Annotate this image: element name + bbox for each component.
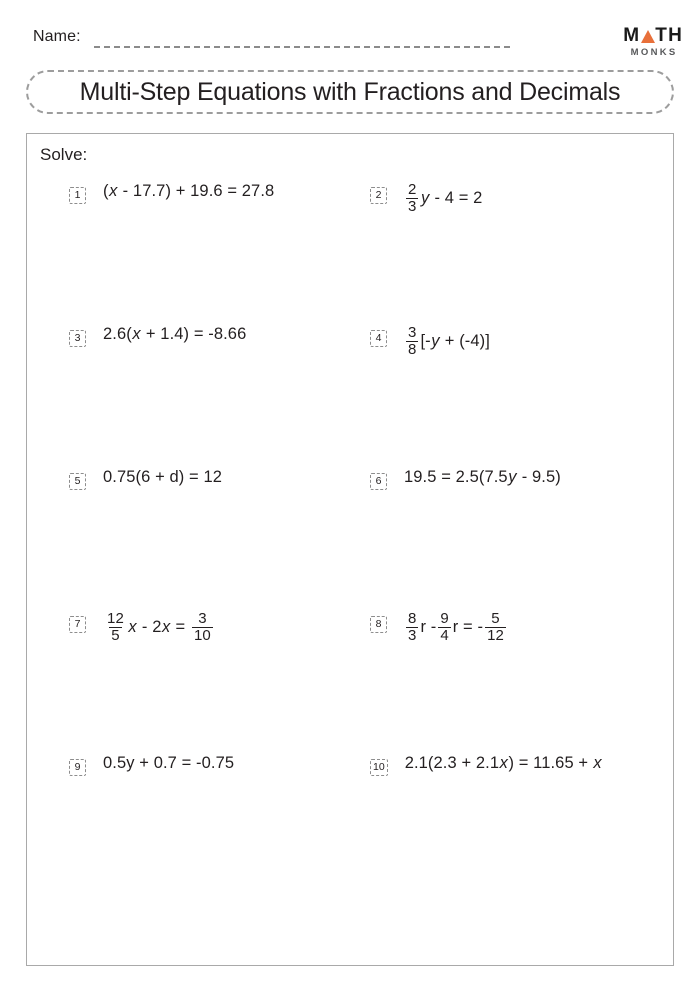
problem-cell (27, 319, 350, 462)
math-monks-logo (623, 26, 683, 58)
problem-equation: 19.5 = 2.5(7.5 y - 9.5) (404, 468, 561, 486)
logo-letters-th: TH (655, 25, 683, 46)
problem-number: 9 (69, 759, 86, 776)
name-label: Name: (33, 28, 81, 45)
problem-equation: 2.6( x + 1.4) = -8.66 (103, 325, 247, 343)
problem-row (27, 605, 673, 748)
problem-cell (350, 748, 673, 891)
fraction: $\frac{2}{3}$ (408, 181, 417, 216)
problem-number: 4 (370, 330, 387, 347)
problem-number: 5 (69, 473, 86, 490)
problem-number: 8 (370, 616, 387, 633)
problem-number: 1 (69, 187, 86, 204)
problem-number: 7 (69, 616, 86, 633)
problem-equation: $\frac{12}{5}$ x - 2 x = $\frac{3}{10}$ (107, 610, 211, 645)
fraction: $\frac{9}{4}$ (440, 610, 449, 645)
orange-triangle-icon (641, 30, 655, 43)
problem-cell (27, 748, 350, 891)
problem-cell (27, 462, 350, 605)
worksheet-body (26, 133, 674, 966)
problem-cell (350, 319, 673, 462)
problem-equation: $\frac{2}{3}$ y - 4 = 2 (408, 181, 483, 216)
fraction: $\frac{3}{8}$ (408, 324, 417, 359)
logo-wordmark (623, 26, 683, 45)
worksheet-title-pill (26, 70, 674, 114)
problem-equation: $\frac{3}{8}$ [- y + (-4)] (408, 324, 490, 359)
fraction: $\frac{3}{10}$ (193, 610, 211, 645)
page-header (0, 0, 700, 68)
problem-cell (27, 605, 350, 748)
fraction: $\frac{5}{12}$ (487, 610, 504, 645)
problem-number: 6 (370, 473, 387, 490)
problem-equation: $\frac{8}{3}$ r - $\frac{9}{4}$ r = - $\frac{5}{12}$ (408, 610, 504, 645)
problem-equation: 0.5y + 0.7 = -0.75 (103, 754, 235, 772)
problem-cell (27, 176, 350, 319)
problem-number: 2 (370, 187, 387, 204)
logo-letter-m: M (623, 25, 641, 46)
problem-equation: 0.75(6 + d) = 12 (103, 468, 223, 486)
fraction: $\frac{8}{3}$ (408, 610, 417, 645)
problem-cell (350, 462, 673, 605)
logo-subtext: MONKS (630, 47, 678, 58)
page-title: Multi-Step Equations with Fractions and Decimals (79, 77, 621, 106)
problem-equation: ( x - 17.7) + 19.6 = 27.8 (103, 182, 275, 200)
problem-cell (350, 176, 673, 319)
name-input-line[interactable] (94, 46, 510, 48)
problem-cell (350, 605, 673, 748)
problems-grid (27, 176, 673, 891)
fraction: $\frac{12}{5}$ (107, 610, 124, 645)
problem-number: 3 (69, 330, 86, 347)
problem-row (27, 748, 673, 891)
problem-row (27, 462, 673, 605)
problem-row (27, 319, 673, 462)
problem-equation: 2.1(2.3 + 2.1 x ) = 11.65 + x (404, 754, 602, 772)
problem-row (27, 176, 673, 319)
problem-number: 10 (370, 759, 388, 776)
instruction-label: Solve: (40, 145, 88, 164)
